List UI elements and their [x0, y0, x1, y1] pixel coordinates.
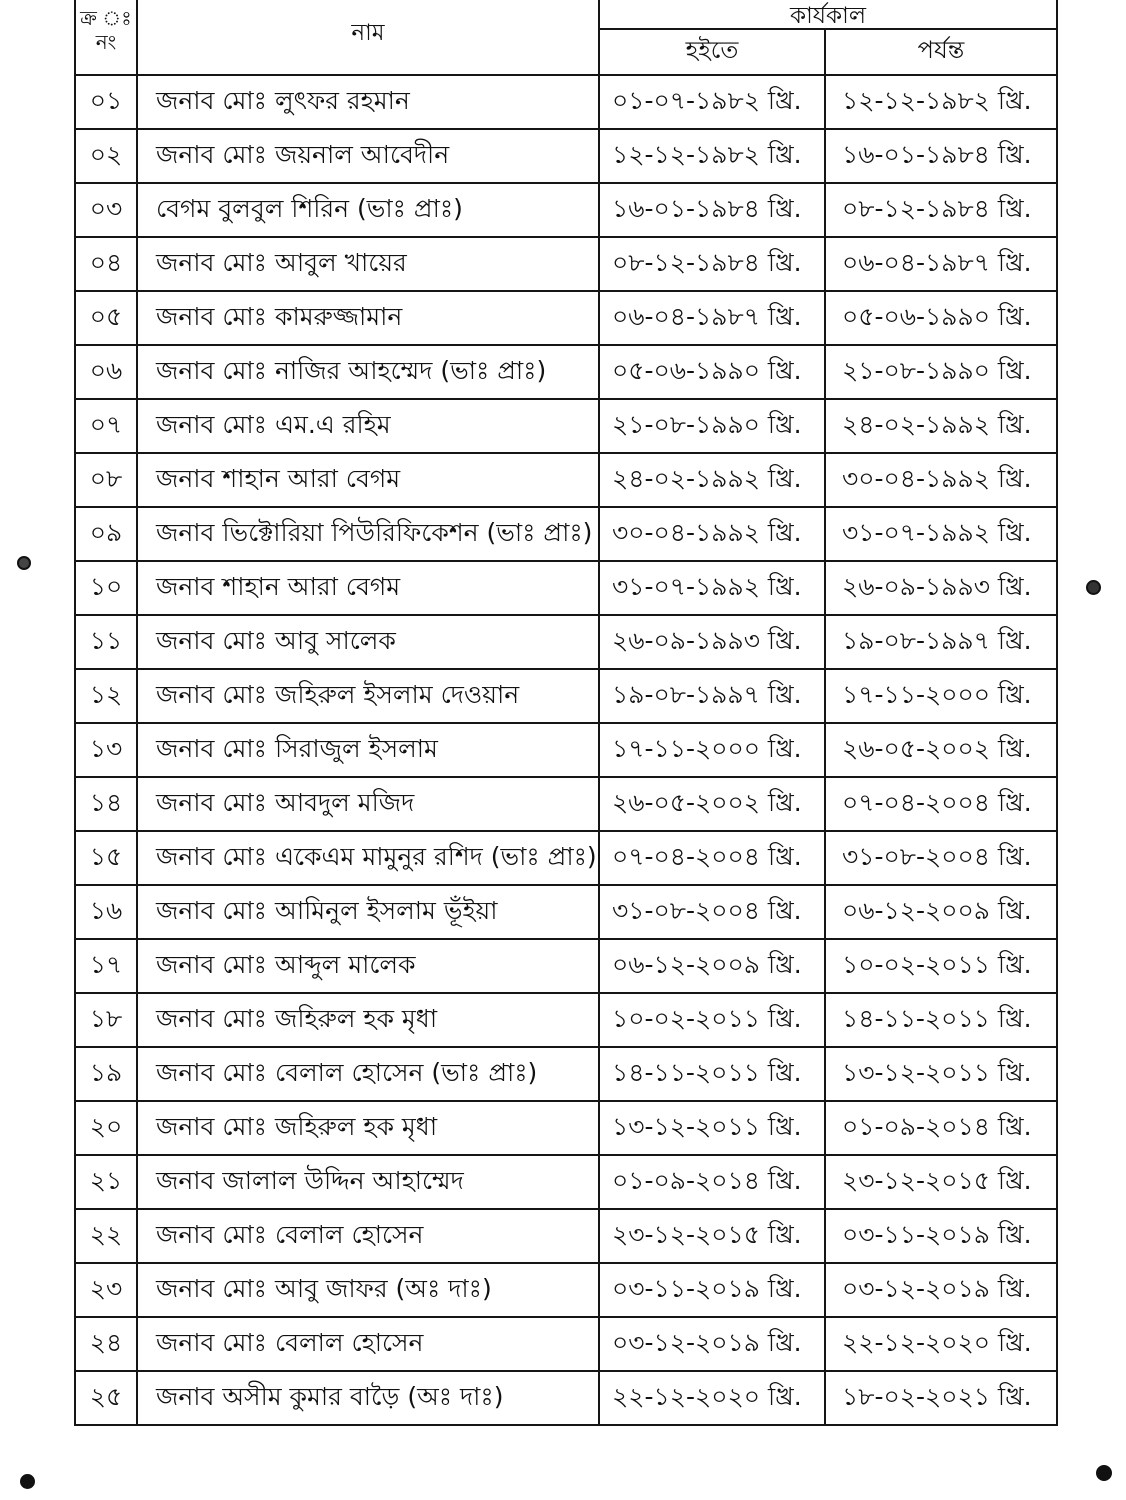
table-row	[75, 399, 1057, 453]
table-row	[75, 561, 1057, 615]
name-cell: জনাব মোঃ কামরুজ্জামান	[137, 291, 599, 345]
table-row	[75, 345, 1057, 399]
from-date-cell: ৩১-০৮-২০০৪ খ্রি.	[599, 885, 825, 939]
table-row	[75, 453, 1057, 507]
table-row	[75, 993, 1057, 1047]
name-header: নাম	[137, 0, 599, 75]
from-date-cell: ১৬-০১-১৯৮৪ খ্রি.	[599, 183, 825, 237]
to-date-cell: ৩১-০৮-২০০৪ খ্রি.	[825, 831, 1057, 885]
from-date-cell: ০৫-০৬-১৯৯০ খ্রি.	[599, 345, 825, 399]
serial-cell: ১৪	[75, 777, 137, 831]
name-cell: জনাব মোঃ বেলাল হোসেন	[137, 1317, 599, 1371]
serial-cell: ০৫	[75, 291, 137, 345]
table-row	[75, 1101, 1057, 1155]
table-row	[75, 615, 1057, 669]
serial-cell: ০৩	[75, 183, 137, 237]
to-date-cell: ১০-০২-২০১১ খ্রি.	[825, 939, 1057, 993]
to-date-cell: ২৬-০৫-২০০২ খ্রি.	[825, 723, 1057, 777]
to-date-cell: ১৪-১১-২০১১ খ্রি.	[825, 993, 1057, 1047]
from-date-cell: ০৬-০৪-১৯৮৭ খ্রি.	[599, 291, 825, 345]
name-cell: জনাব মোঃ আবুল খায়ের	[137, 237, 599, 291]
serial-cell: ০৯	[75, 507, 137, 561]
table-row	[75, 237, 1057, 291]
serial-cell: ১৭	[75, 939, 137, 993]
serial-cell: ১৯	[75, 1047, 137, 1101]
name-cell: জনাব মোঃ লুৎফর রহমান	[137, 75, 599, 129]
table-row	[75, 1263, 1057, 1317]
name-cell: জনাব মোঃ নাজির আহম্মেদ (ভাঃ প্রাঃ)	[137, 345, 599, 399]
serial-cell: ১৬	[75, 885, 137, 939]
serial-cell: ১৫	[75, 831, 137, 885]
table-row	[75, 669, 1057, 723]
table-row	[75, 183, 1057, 237]
serial-cell: ২৪	[75, 1317, 137, 1371]
from-date-cell: ১৪-১১-২০১১ খ্রি.	[599, 1047, 825, 1101]
serial-cell: ২১	[75, 1155, 137, 1209]
serial-header-line2: নং	[95, 30, 117, 54]
from-date-cell: ০৩-১২-২০১৯ খ্রি.	[599, 1317, 825, 1371]
table-row	[75, 1317, 1057, 1371]
name-cell: জনাব মোঃ জয়নাল আবেদীন	[137, 129, 599, 183]
serial-cell: ১৩	[75, 723, 137, 777]
to-date-cell: ৩১-০৭-১৯৯২ খ্রি.	[825, 507, 1057, 561]
to-date-cell: ০৬-০৪-১৯৮৭ খ্রি.	[825, 237, 1057, 291]
serial-cell: ১০	[75, 561, 137, 615]
name-cell: জনাব মোঃ আব্দুল মালেক	[137, 939, 599, 993]
serial-cell: ১৮	[75, 993, 137, 1047]
to-date-cell: ০৬-১২-২০০৯ খ্রি.	[825, 885, 1057, 939]
name-cell: জনাব মোঃ বেলাল হোসেন	[137, 1209, 599, 1263]
to-date-cell: ২৩-১২-২০১৫ খ্রি.	[825, 1155, 1057, 1209]
to-date-cell: ০৩-১১-২০১৯ খ্রি.	[825, 1209, 1057, 1263]
serial-cell: ২০	[75, 1101, 137, 1155]
to-date-cell: ১৭-১১-২০০০ খ্রি.	[825, 669, 1057, 723]
table-row	[75, 831, 1057, 885]
serial-cell: ২৫	[75, 1371, 137, 1425]
from-date-cell: ২৬-০৯-১৯৯৩ খ্রি.	[599, 615, 825, 669]
ink-dot-mark	[20, 1474, 35, 1489]
serial-cell: ০৪	[75, 237, 137, 291]
name-cell: জনাব মোঃ একেএম মামুনুর রশিদ (ভাঃ প্রাঃ)	[137, 831, 599, 885]
from-date-cell: ২৬-০৫-২০০২ খ্রি.	[599, 777, 825, 831]
from-date-cell: ১৯-০৮-১৯৯৭ খ্রি.	[599, 669, 825, 723]
table-row	[75, 1371, 1057, 1425]
from-date-cell: ২৩-১২-২০১৫ খ্রি.	[599, 1209, 825, 1263]
table-row	[75, 75, 1057, 129]
to-date-cell: ০৭-০৪-২০০৪ খ্রি.	[825, 777, 1057, 831]
name-cell: বেগম বুলবুল শিরিন (ভাঃ প্রাঃ)	[137, 183, 599, 237]
to-date-cell: ১৮-০২-২০২১ খ্রি.	[825, 1371, 1057, 1425]
serial-cell: ১২	[75, 669, 137, 723]
to-date-cell: ০৫-০৬-১৯৯০ খ্রি.	[825, 291, 1057, 345]
to-date-cell: ০১-০৯-২০১৪ খ্রি.	[825, 1101, 1057, 1155]
name-cell: জনাব মোঃ বেলাল হোসেন (ভাঃ প্রাঃ)	[137, 1047, 599, 1101]
from-date-cell: ১০-০২-২০১১ খ্রি.	[599, 993, 825, 1047]
serial-cell: ০৮	[75, 453, 137, 507]
from-date-cell: ২২-১২-২০২০ খ্রি.	[599, 1371, 825, 1425]
ink-dot-mark	[1096, 1465, 1112, 1481]
serial-header	[75, 0, 137, 75]
to-header: পর্যন্ত	[825, 29, 1057, 75]
to-date-cell: ১৬-০১-১৯৮৪ খ্রি.	[825, 129, 1057, 183]
to-date-cell: ০৮-১২-১৯৮৪ খ্রি.	[825, 183, 1057, 237]
name-cell: জনাব মোঃ আমিনুল ইসলাম ভূঁইয়া	[137, 885, 599, 939]
from-date-cell: ০৮-১২-১৯৮৪ খ্রি.	[599, 237, 825, 291]
table-row	[75, 1209, 1057, 1263]
name-cell: জনাব মোঃ আবদুল মজিদ	[137, 777, 599, 831]
from-date-cell: ০৩-১১-২০১৯ খ্রি.	[599, 1263, 825, 1317]
serial-cell: ২২	[75, 1209, 137, 1263]
name-cell: জনাব মোঃ জহিরুল ইসলাম দেওয়ান	[137, 669, 599, 723]
from-date-cell: ০১-০৯-২০১৪ খ্রি.	[599, 1155, 825, 1209]
from-date-cell: ২১-০৮-১৯৯০ খ্রি.	[599, 399, 825, 453]
from-date-cell: ০৭-০৪-২০০৪ খ্রি.	[599, 831, 825, 885]
to-date-cell: ২২-১২-২০২০ খ্রি.	[825, 1317, 1057, 1371]
to-date-cell: ২১-০৮-১৯৯০ খ্রি.	[825, 345, 1057, 399]
from-date-cell: ৩০-০৪-১৯৯২ খ্রি.	[599, 507, 825, 561]
serial-cell: ১১	[75, 615, 137, 669]
table-row	[75, 129, 1057, 183]
name-cell: জনাব শাহান আরা বেগম	[137, 561, 599, 615]
from-date-cell: ০৬-১২-২০০৯ খ্রি.	[599, 939, 825, 993]
table-row	[75, 885, 1057, 939]
to-date-cell: ২৬-০৯-১৯৯৩ খ্রি.	[825, 561, 1057, 615]
serial-cell: ২৩	[75, 1263, 137, 1317]
from-date-cell: ১৭-১১-২০০০ খ্রি.	[599, 723, 825, 777]
table-body	[75, 75, 1057, 1425]
name-cell: জনাব মোঃ সিরাজুল ইসলাম	[137, 723, 599, 777]
from-date-cell: ২৪-০২-১৯৯২ খ্রি.	[599, 453, 825, 507]
from-date-cell: ০১-০৭-১৯৮২ খ্রি.	[599, 75, 825, 129]
to-date-cell: ৩০-০৪-১৯৯২ খ্রি.	[825, 453, 1057, 507]
table-row	[75, 723, 1057, 777]
name-cell: জনাব মোঃ আবু সালেক	[137, 615, 599, 669]
name-cell: জনাব অসীম কুমার বাড়ৈ (অঃ দাঃ)	[137, 1371, 599, 1425]
serial-cell: ০৭	[75, 399, 137, 453]
from-date-cell: ৩১-০৭-১৯৯২ খ্রি.	[599, 561, 825, 615]
table-row	[75, 291, 1057, 345]
punch-hole-mark	[1086, 580, 1101, 595]
to-date-cell: ১৯-০৮-১৯৯৭ খ্রি.	[825, 615, 1057, 669]
to-date-cell: ০৩-১২-২০১৯ খ্রি.	[825, 1263, 1057, 1317]
to-date-cell: ১৩-১২-২০১১ খ্রি.	[825, 1047, 1057, 1101]
to-date-cell: ১২-১২-১৯৮২ খ্রি.	[825, 75, 1057, 129]
table-header	[75, 0, 1057, 75]
name-cell: জনাব ভিক্টোরিয়া পিউরিফিকেশন (ভাঃ প্রাঃ)	[137, 507, 599, 561]
name-cell: জনাব মোঃ জহিরুল হক মৃধা	[137, 993, 599, 1047]
name-cell: জনাব মোঃ জহিরুল হক মৃধা	[137, 1101, 599, 1155]
table-row	[75, 1155, 1057, 1209]
tenure-table	[74, 0, 1058, 1426]
serial-cell: ০২	[75, 129, 137, 183]
name-cell: জনাব শাহান আরা বেগম	[137, 453, 599, 507]
table-row	[75, 507, 1057, 561]
name-cell: জনাব মোঃ আবু জাফর (অঃ দাঃ)	[137, 1263, 599, 1317]
serial-cell: ০১	[75, 75, 137, 129]
from-date-cell: ১২-১২-১৯৮২ খ্রি.	[599, 129, 825, 183]
from-date-cell: ১৩-১২-২০১১ খ্রি.	[599, 1101, 825, 1155]
table-row	[75, 1047, 1057, 1101]
table-row	[75, 939, 1057, 993]
punch-hole-mark	[17, 556, 31, 570]
table-row	[75, 777, 1057, 831]
name-cell: জনাব মোঃ এম.এ রহিম	[137, 399, 599, 453]
name-cell: জনাব জালাল উদ্দিন আহাম্মেদ	[137, 1155, 599, 1209]
term-header: কার্যকাল	[599, 0, 1057, 29]
to-date-cell: ২৪-০২-১৯৯২ খ্রি.	[825, 399, 1057, 453]
serial-cell: ০৬	[75, 345, 137, 399]
serial-header-line1: ক্র ঃ	[80, 6, 132, 30]
from-header: হইতে	[599, 29, 825, 75]
